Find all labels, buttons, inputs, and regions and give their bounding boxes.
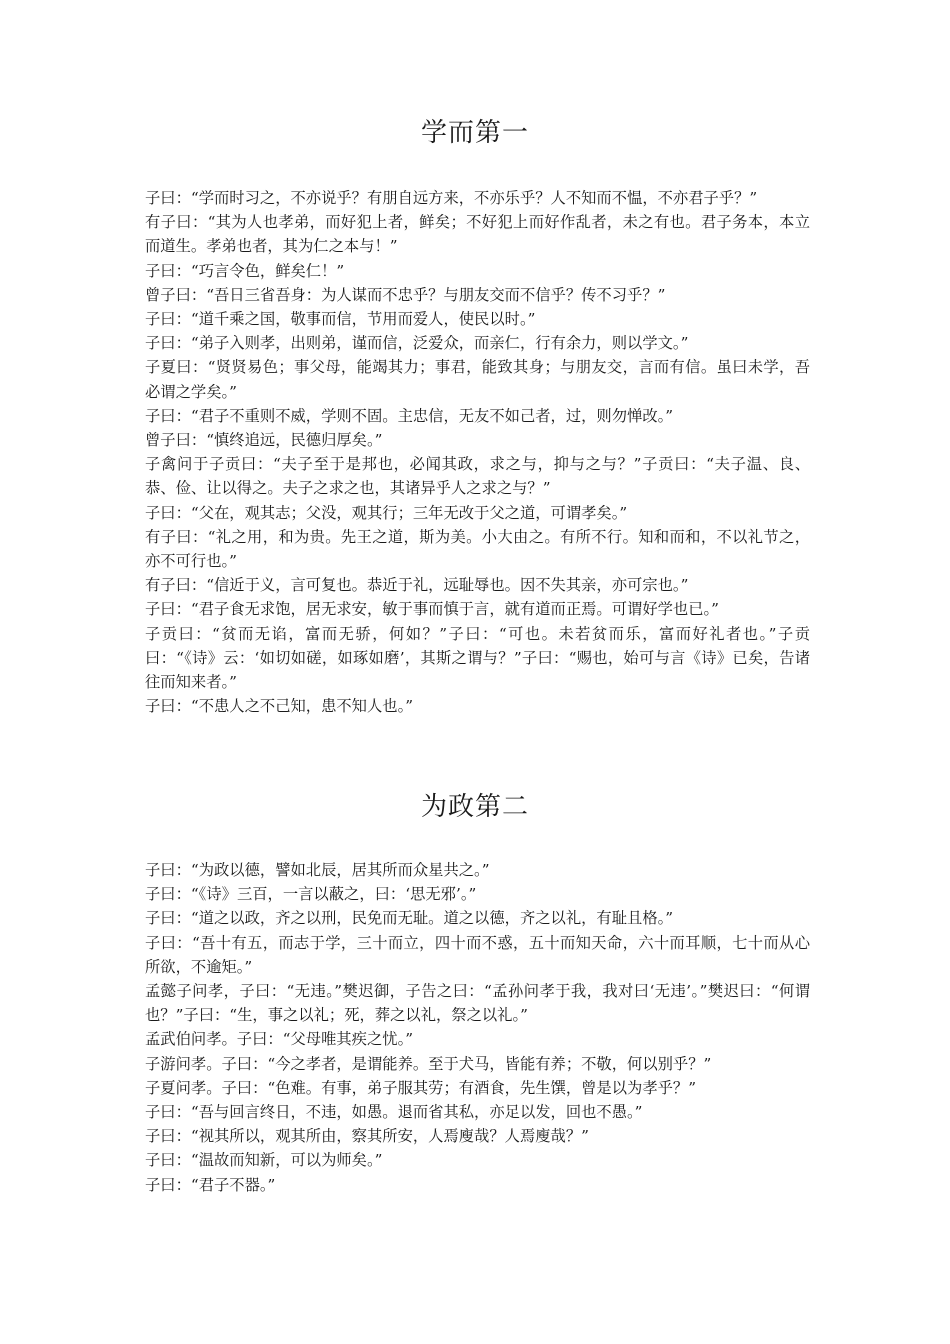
paragraph: 子曰：“吾十有五，而志于学，三十而立，四十而不惑，五十而知天命，六十而耳顺，七十而从心所欲，不逾矩。” — [145, 933, 810, 976]
paragraph: 子曰：“道千乘之国，敬事而信，节用而爱人，使民以时。” — [145, 310, 536, 329]
paragraph: 子曰：“君子不重则不威，学则不固。主忠信，无友不如己者，过，则勿惮改。” — [145, 406, 674, 425]
paragraph: 子曰：“道之以政，齐之以刑，民免而无耻。道之以德，齐之以礼，有耻且格。” — [145, 909, 674, 928]
paragraph: 子曰：“君子食无求饱，居无求安，敏于事而慎于言，就有道而正焉。可谓好学也已。” — [145, 600, 719, 619]
paragraph: 子曰：“君子不器。” — [145, 1175, 276, 1194]
paragraph: 曾子曰：“吾日三省吾身：为人谋而不忠乎？与朋友交而不信乎？传不习乎？” — [145, 285, 666, 304]
paragraph: 孟懿子问孝，子曰：“无违。”樊迟御，子告之曰：“孟孙问孝于我，我对曰‘无违’。”樊迟曰：“何谓也？”子曰：“生，事之以礼；死，葬之以礼，祭之以礼。” — [145, 982, 810, 1025]
paragraph: 有子曰：“其为人也孝弟，而好犯上者，鲜矣；不好犯上而好作乱者，未之有也。君子务本，本立而道生。孝弟也者，其为仁之本与！” — [145, 213, 810, 256]
chapter-title: 学而第一 — [420, 118, 529, 148]
paragraph: 子贡曰：“贫而无谄，富而无骄，何如？”子曰：“可也。未若贫而乐，富而好礼者也。”子贡曰：“《诗》云：‘如切如磋，如琢如磨’，其斯之谓与？”子曰：“赐也，始可与言《诗》已矣，告诸往而知来者。” — [145, 624, 810, 692]
paragraph: 子禽问于子贡曰：“夫子至于是邦也，必闻其政，求之与，抑与之与？”子贡曰：“夫子温、良、恭、俭、让以得之。夫子之求之也，其诸异乎人之求之与？” — [145, 455, 810, 498]
paragraph: 子曰：“《诗》三百，一言以蔽之，曰：‘思无邪’。” — [145, 885, 477, 904]
paragraph: 曾子曰：“慎终追远，民德归厚矣。” — [145, 431, 383, 450]
paragraph: 子曰：“视其所以，观其所由，察其所安，人焉廋哉？人焉廋哉？” — [145, 1127, 589, 1146]
paragraph: 子曰：“不患人之不己知，患不知人也。” — [145, 697, 414, 716]
paragraph: 有子曰：“礼之用，和为贵。先王之道，斯为美。小大由之。有所不行。知和而和，不以礼节之，亦不可行也。” — [145, 527, 810, 571]
paragraph: 子曰：“学而时习之，不亦说乎？有朋自远方来，不亦乐乎？人不知而不愠，不亦君子乎？” — [145, 189, 758, 207]
chapter-body — [145, 858, 810, 1197]
paragraph: 子曰：“温故而知新，可以为师矣。” — [145, 1151, 383, 1170]
paragraph: 孟武伯问孝。子曰：“父母唯其疾之忧。” — [145, 1030, 414, 1049]
paragraph: 子曰：“为政以德，譬如北辰，居其所而众星共之。” — [145, 861, 490, 879]
paragraph: 子曰：“父在，观其志；父没，观其行；三年无改于父之道，可谓孝矣。” — [145, 503, 628, 522]
paragraph: 子曰：“吾与回言终日，不违，如愚。退而省其私，亦足以发，回也不愚。” — [145, 1103, 643, 1122]
paragraph: 有子曰：“信近于义，言可复也。恭近于礼，远耻辱也。因不失其亲，亦可宗也。” — [145, 576, 689, 595]
chapter-body — [145, 186, 810, 718]
paragraph: 子曰：“巧言令色，鲜矣仁！” — [145, 261, 345, 280]
paragraph: 子夏曰：“贤贤易色；事父母，能竭其力；事君，能致其身；与朋友交，言而有信。虽曰未学，吾必谓之学矣。” — [145, 358, 810, 401]
paragraph: 子夏问孝。子曰：“色难。有事，弟子服其劳；有酒食，先生馔，曾是以为孝乎？” — [145, 1078, 697, 1097]
chapter-title: 为政第二 — [420, 792, 529, 822]
paragraph: 子曰：“弟子入则孝，出则弟，谨而信，泛爱众，而亲仁，行有余力，则以学文。” — [145, 334, 689, 353]
paragraph: 子游问孝。子曰：“今之孝者，是谓能养。至于犬马，皆能有养；不敬，何以别乎？” — [145, 1054, 712, 1073]
